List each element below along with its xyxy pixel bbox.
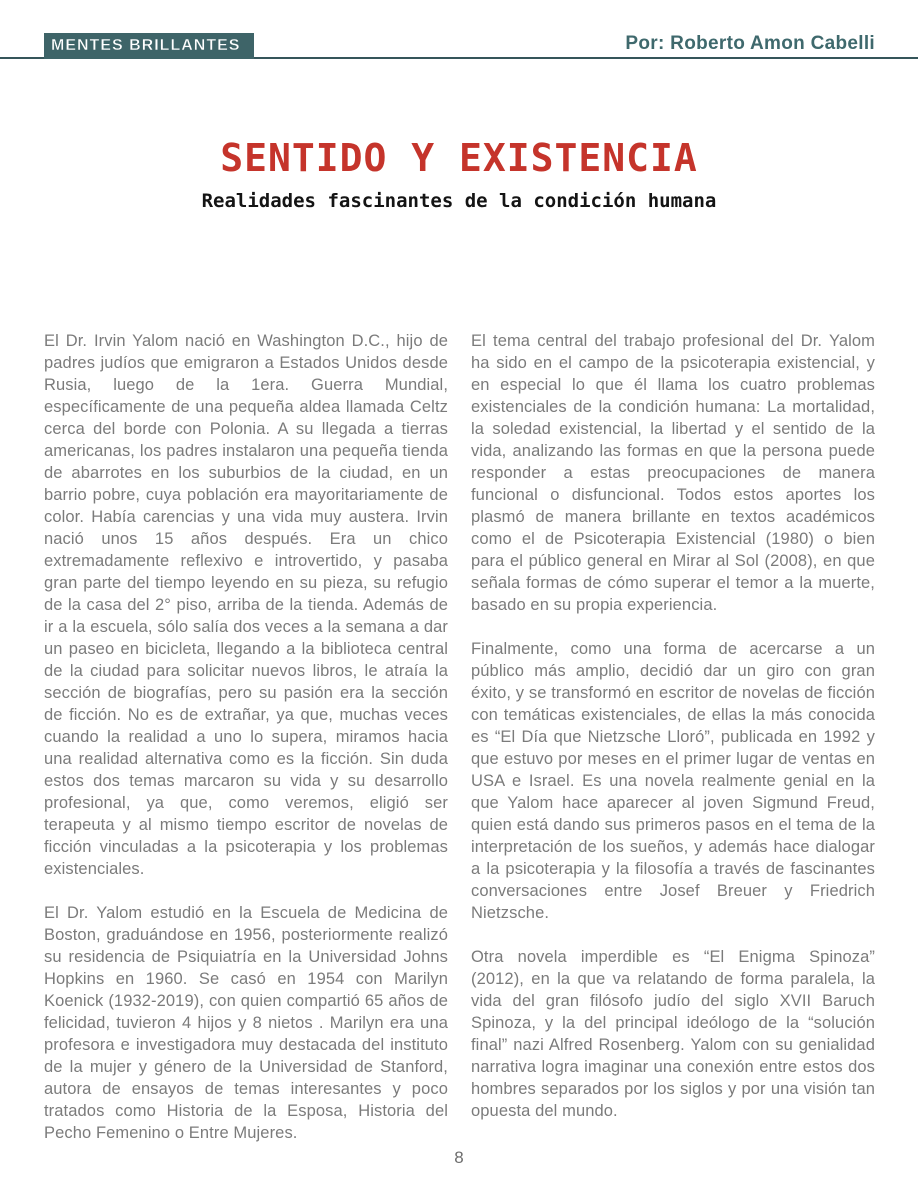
author-byline: Por: Roberto Amon Cabelli: [625, 33, 875, 54]
page-number: 8: [454, 1148, 464, 1167]
right-column: [471, 330, 875, 1166]
title-block: [0, 138, 918, 212]
article-title: SENTIDO Y EXISTENCIA: [220, 136, 698, 180]
left-column: [44, 330, 448, 1166]
magazine-logo: MENTES BRILLANTES: [44, 33, 254, 59]
paragraph: Otra novela imperdible es “El Enigma Spinoza” (2012), en la que va relatando de forma paralela, la vida del gran filósofo judío del siglo XVII Baruch Spinoza, y la del principal ideólogo de la “solución final” nazi Alfred Rosenberg. Yalom con su genialidad narrativa logra imaginar una conexión entre estos dos hombres separados por los siglos y por una visión tan opuesta del mundo.: [471, 948, 875, 1120]
paragraph: Finalmente, como una forma de acercarse a un público más amplio, decidió dar un giro con gran éxito, y se transformó en escritor de novelas de ficción con temáticas existenciales, de ellas la más conocida es “El Día que Nietzsche Lloró”, publicada en 1992 y que estuvo por meses en el primer lugar de ventas en USA e Israel. Es una novela realmente genial en la que Yalom hace aparecer al joven Sigmund Freud, quien está dando sus primeros pasos en el tema de la interpretación de los sueños, y además hace dialogar a la psicoterapia y la filosofía a través de fascinantes conversaciones entre Josef Breuer y Friedrich Nietzsche.: [471, 640, 875, 922]
paragraph: El Dr. Yalom estudió en la Escuela de Medicina de Boston, graduándose en 1956, posteriormente realizó su residencia de Psiquiatría en la Universidad Johns Hopkins en 1960. Se casó en 1954 con Marilyn Koenick (1932-2019), con quien compartió 65 años de felicidad, tuvieron 4 hijos y 8 nietos . Marilyn era una profesora e investigadora muy destacada del instituto de la mujer y género de la Universidad de Stanford, autora de ensayos de temas interesantes y poco tratados como Historia de la Esposa, Historia del Pecho Femenino o Entre Mujeres.: [44, 904, 448, 1142]
article-subtitle: Realidades fascinantes de la condición humana: [201, 189, 717, 212]
article-body: [44, 330, 875, 1166]
page-header: [0, 0, 918, 59]
paragraph: El tema central del trabajo profesional del Dr. Yalom ha sido en el campo de la psicoterapia existencial, y en especial lo que él llama los cuatro problemas existenciales de la condición humana: La mortalidad, la soledad existencial, la libertad y el sentido de la vida, analizando las formas en que la persona puede responder a estas preocupaciones de manera funcional o disfuncional. Todos estos aportes los plasmó de manera brillante en textos académicos como el de Psicoterapia Existencial (1980) o bien para el público general en Mirar al Sol (2008), en que señala formas de cómo superar el temor a la muerte, basado en su propia experiencia.: [471, 332, 875, 614]
paragraph: El Dr. Irvin Yalom nació en Washington D.C., hijo de padres judíos que emigraron a Estados Unidos desde Rusia, luego de la 1era. Guerra Mundial, específicamente de una pequeña aldea llamada Celtz cerca del borde con Polonia. A su llegada a tierras americanas, los padres instalaron una pequeña tienda de abarrotes en los suburbios de la ciudad, en un barrio pobre, cuya población era mayoritariamente de color. Había carencias y una vida muy austera. Irvin nació unos 15 años después. Era un chico extremadamente reflexivo e introvertido, y pasaba gran parte del tiempo leyendo en su pieza, su refugio de la casa del 2° piso, arriba de la tienda. Además de ir a la escuela, sólo salía dos veces a la semana a dar un paseo en bicicleta, llegando a la biblioteca central de la ciudad para solicitar nuevos libros, le atraía la sección de biografías, pero su pasión era la sección de ficción. No es de extrañar, ya que, muchas veces cuando la realidad a uno lo supera, miramos hacia una realidad alternativa como es la ficción. Sin duda estos dos temas marcaron su vida y su desarrollo profesional, ya que, como veremos, eligió ser terapeuta y al mismo tiempo escritor de novelas de ficción vinculadas a la psicoterapia y los problemas existenciales.: [44, 332, 448, 878]
